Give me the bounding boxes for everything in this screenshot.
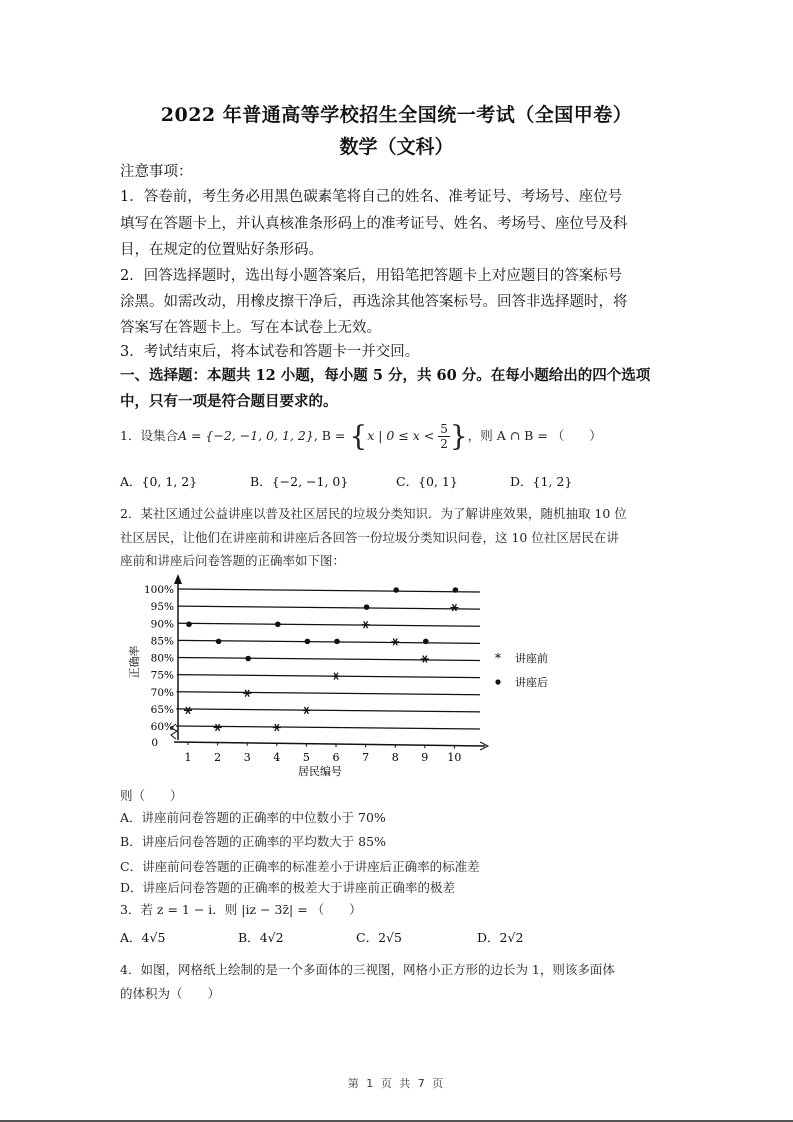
page-footer: 第 1 页 共 7 页: [347, 1077, 446, 1090]
x-tick-label: 2: [214, 751, 222, 764]
question-3-stem: 3．若 z = 1 − i．则 |iz − 3z̄| = （ ）: [120, 902, 362, 917]
x-tick-label: 7: [362, 751, 370, 764]
gridline: [176, 709, 480, 712]
section-heading: 中，只有一项是符合题目要求的。: [120, 393, 338, 410]
question-3-options: [120, 928, 680, 952]
note-line: 2．回答选择题时，选出每小题答案后，用铅笔把答题卡上对应题目的答案标号: [120, 268, 623, 284]
option-a[interactable]: A．讲座前问卷答题的正确率的中位数小于 70%: [120, 810, 386, 825]
q1-set-a: A = {−2, −1, 0, 1, 2}: [177, 428, 314, 443]
x-tick-label: 10: [447, 751, 462, 764]
y-tick-label: 70%: [150, 686, 174, 699]
option-b[interactable]: B．{−2, −1, 0}: [250, 474, 349, 489]
option-d[interactable]: D．讲座后问卷答题的正确率的极差大于讲座前正确率的极差: [120, 880, 456, 895]
data-point-before: [243, 690, 251, 697]
x-tick-label: 9: [421, 751, 429, 764]
exam-subtitle: 数学（文科）: [339, 136, 454, 158]
gridline: [178, 589, 480, 592]
question-2-line: 座前和讲座后问卷答题的正确率如下图：: [120, 553, 346, 568]
x-tick-label: 4: [273, 751, 281, 764]
legend-label-after: 讲座后: [515, 676, 548, 689]
data-point-before: [214, 724, 222, 731]
question-4-line: 4．如图，网格纸上绘制的是一个多面体的三视图，网格小正方形的边长为 1，则该多面体: [120, 962, 615, 977]
y-tick-label: 60%: [150, 721, 174, 733]
x-tick-label: 8: [391, 751, 399, 764]
y-axis-arrow: [174, 574, 182, 584]
data-point-after: [216, 639, 222, 645]
fraction-numerator: 5: [440, 422, 448, 436]
gridline: [178, 606, 480, 609]
x-tick-label: 1: [184, 751, 192, 764]
x-tick-label: 6: [332, 751, 340, 764]
option-c[interactable]: C．讲座前问卷答题的正确率的标准差小于讲座后正确率的标准差: [120, 859, 480, 874]
data-point-before: [273, 724, 281, 731]
data-point-after: [393, 587, 399, 593]
option-c[interactable]: C．{0, 1}: [396, 474, 458, 489]
legend-label-before: 讲座前: [515, 652, 548, 665]
note-line: 目，在规定的位置贴好条形码。: [120, 242, 323, 258]
fraction-denominator: 2: [440, 437, 448, 451]
exam-title: 2022 年普通高等学校招生全国统一考试（全国甲卷）: [160, 104, 633, 126]
y-axis-label: 正确率: [128, 645, 141, 679]
x-axis-label: 居民编号: [298, 765, 342, 778]
option-d[interactable]: D．2√2: [477, 930, 524, 945]
gridline: [177, 675, 480, 678]
q1-set-b-prefix: , B =: [313, 428, 350, 443]
accuracy-chart: [120, 572, 580, 782]
option-b[interactable]: B．4√2: [238, 930, 284, 945]
question-2-line: 2．某社区通过公益讲座以普及社区居民的垃圾分类知识．为了解讲座效果，随机抽取 10 位: [120, 506, 627, 521]
data-point-before: [450, 604, 458, 611]
right-brace: }: [449, 419, 468, 453]
x-tick-label: 3: [243, 751, 251, 764]
y-tick-label: 80%: [150, 652, 174, 665]
legend-marker-before: *: [495, 651, 501, 665]
gridline: [177, 658, 480, 661]
legend: [495, 651, 548, 689]
note-line: 填写在答题卡上，并认真核准条形码上的准考证号、姓名、考场号、座位号及科: [120, 216, 628, 232]
y-tick-label: 75%: [150, 669, 174, 682]
note-line: 3．考试结束后，将本试卷和答题卡一并交回。: [120, 344, 420, 360]
y-tick-label: 0: [151, 737, 158, 749]
data-point-before: [302, 707, 310, 714]
data-point-after: [423, 639, 429, 645]
option-d[interactable]: D．{1, 2}: [510, 474, 573, 489]
data-point-after: [186, 621, 192, 627]
x-tick-label: 5: [302, 751, 310, 764]
question-1-stem: [120, 416, 680, 457]
gridlines: [176, 589, 480, 729]
x-axis: [174, 742, 485, 746]
fraction: [438, 422, 450, 451]
legend-marker-after: [495, 679, 500, 684]
notes-heading: 注意事项：: [120, 164, 193, 180]
note-line: 1．答卷前，考生务必用黑色碳素笔将自己的姓名、准考证号、考场号、座位号: [120, 189, 623, 205]
question-2-then: 则（ ）: [120, 788, 183, 803]
data-point-before: [421, 656, 429, 663]
data-point-after: [453, 587, 459, 593]
note-line: 涂黑。如需改动，用橡皮擦干净后，再选涂其他答案标号。回答非选择题时，将: [120, 294, 628, 310]
gridline: [178, 623, 480, 626]
y-tick-label: 65%: [150, 703, 174, 716]
data-point-before: [362, 621, 370, 628]
question-2-line: 社区居民，让他们在讲座前和讲座后各回答一份垃圾分类知识问卷，这 10 位社区居民在讲: [120, 530, 619, 545]
data-point-after: [334, 639, 340, 645]
y-tick-label: 90%: [150, 618, 174, 631]
data-point-after: [275, 621, 281, 627]
q1-prefix: 1．设集合: [120, 428, 178, 443]
left-brace: {: [349, 419, 368, 453]
question-1-options: [120, 472, 680, 496]
y-tick-label: 100%: [143, 584, 174, 596]
data-point-before: [332, 673, 340, 680]
q1-set-b-inner: x | 0 ≤ x <: [367, 428, 435, 443]
data-point-before: [391, 638, 399, 645]
gridline: [176, 726, 480, 729]
option-b[interactable]: B．讲座后问卷答题的正确率的平均数大于 85%: [120, 834, 386, 849]
q1-suffix: ，则 A ∩ B = （ ）: [467, 428, 602, 443]
gridline: [177, 692, 480, 695]
option-c[interactable]: C．2√5: [356, 930, 402, 945]
gridline: [178, 640, 481, 643]
data-point-before: [184, 707, 192, 714]
question-4-line: 的体积为（ ）: [120, 986, 221, 1001]
data-point-after: [364, 604, 370, 610]
y-tick-label: 85%: [150, 635, 174, 648]
note-line: 答案写在答题卡上。写在本试卷上无效。: [120, 320, 381, 336]
data-point-after: [245, 656, 251, 662]
option-a[interactable]: A．{0, 1, 2}: [120, 474, 198, 489]
y-tick-label: 95%: [150, 601, 174, 614]
section-heading: 一、选择题：本题共 12 小题，每小题 5 分，共 60 分。在每小题给出的四个选项: [120, 367, 651, 384]
option-a[interactable]: A．4√5: [120, 930, 166, 945]
data-point-after: [305, 639, 311, 645]
